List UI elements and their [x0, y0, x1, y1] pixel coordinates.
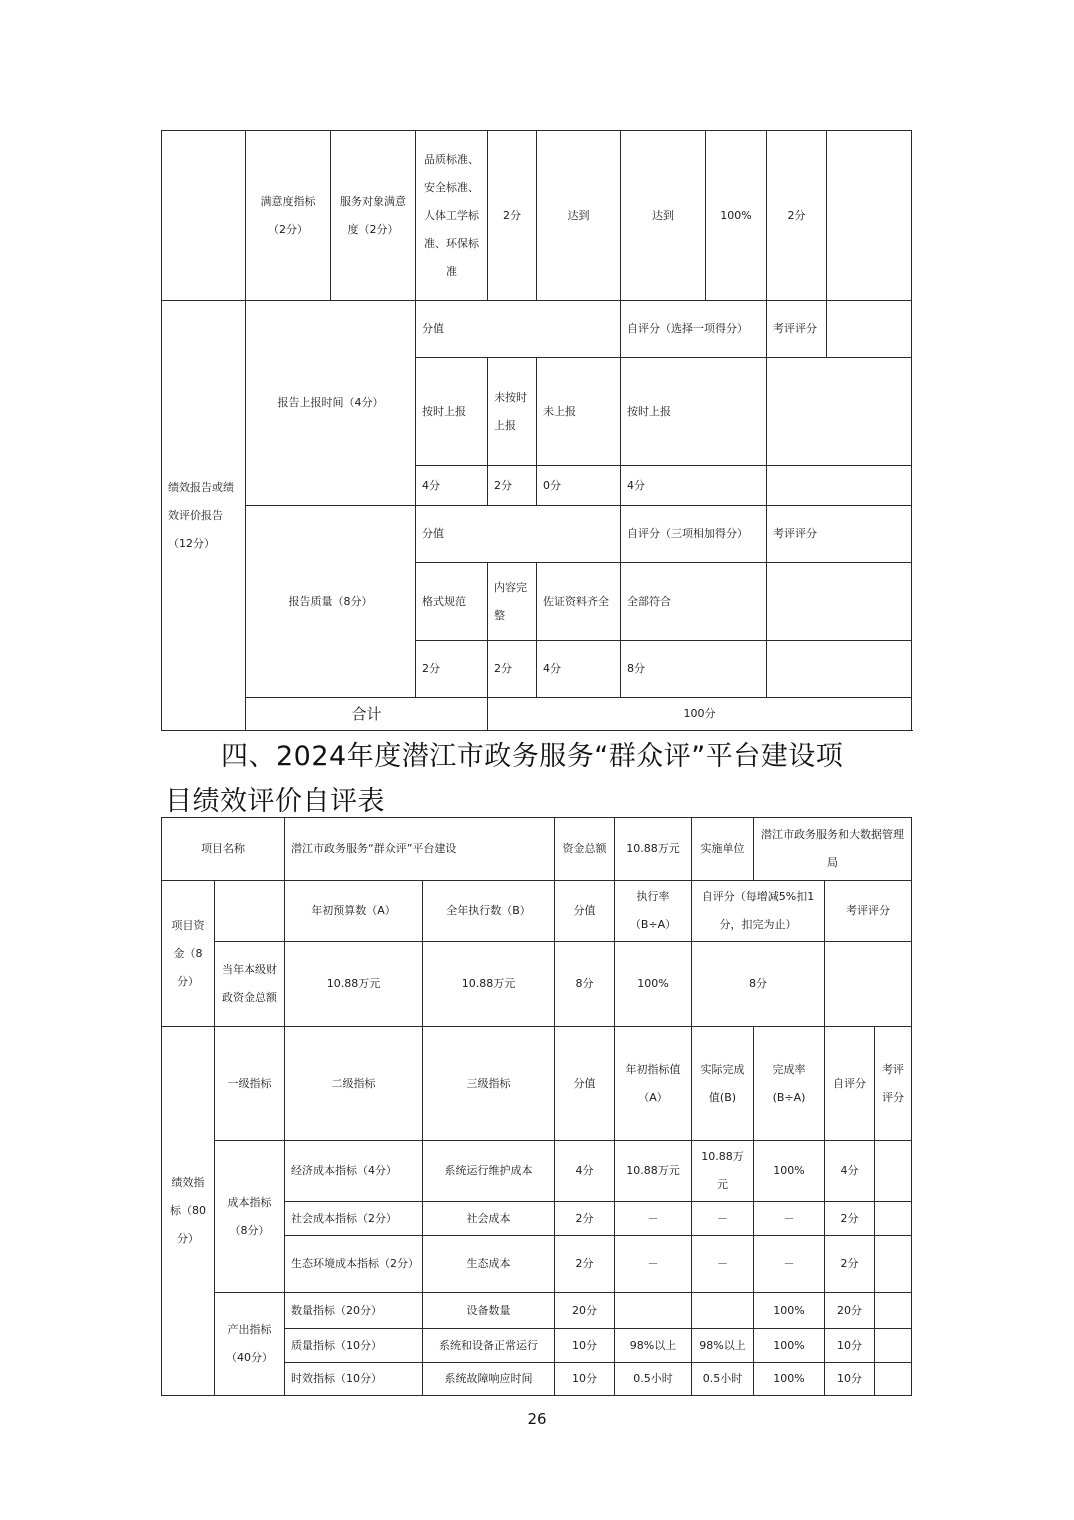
indicator-rate: 100%: [754, 1329, 825, 1363]
report-quality-review-label: 考评评分: [767, 506, 912, 563]
fund-header: 自评分（每增减5%扣1分，扣完为止）: [692, 881, 825, 942]
project-name-label: 项目名称: [162, 818, 285, 881]
section-heading: [165, 734, 915, 824]
indicator-review: [875, 1141, 912, 1202]
fund-header-row: [162, 881, 912, 942]
satisfaction-target: 达到: [537, 131, 621, 301]
report-time-option: 未按时上报: [488, 358, 537, 466]
report-quality-self-score: 8分: [621, 641, 767, 698]
perf-header: 实际完成值(B): [692, 1027, 754, 1141]
indicator-rate: －: [754, 1236, 825, 1293]
empty-cell: [162, 131, 246, 301]
fund-self-score: 8分: [692, 942, 825, 1027]
report-time-option: 未上报: [537, 358, 621, 466]
indicator-l3: 系统和设备正常运行: [423, 1329, 555, 1363]
fund-review: [825, 942, 912, 1027]
indicator-target: 0.5小时: [615, 1363, 692, 1396]
indicator-self-score: 10分: [825, 1329, 875, 1363]
indicator-self-score: 10分: [825, 1363, 875, 1396]
report-time-self-value: 按时上报: [621, 358, 767, 466]
satisfaction-rate: 100%: [706, 131, 767, 301]
indicator-l2: 生态环境成本指标（2分）: [285, 1236, 423, 1293]
satisfaction-sub-indicator: 服务对象满意度（2分）: [331, 131, 416, 301]
indicator-self-score: 2分: [825, 1202, 875, 1236]
indicator-l2: 社会成本指标（2分）: [285, 1202, 423, 1236]
total-row: [162, 698, 912, 731]
report-quality-header-row: [162, 506, 912, 563]
satisfaction-self-score: 2分: [767, 131, 827, 301]
page-number: 26: [527, 1410, 547, 1428]
indicator-score: 2分: [555, 1202, 615, 1236]
cost-group-label: 成本指标（8分）: [215, 1141, 285, 1293]
indicator-actual: 98%以上: [692, 1329, 754, 1363]
indicator-l2: 时效指标（10分）: [285, 1363, 423, 1396]
total-label: 合计: [246, 698, 488, 731]
fund-total-label: 资金总额: [555, 818, 615, 881]
fund-header: 考评评分: [825, 881, 912, 942]
report-time-review-label: 考评评分: [767, 301, 827, 358]
section-heading-line2: 目绩效评价自评表: [165, 786, 385, 817]
indicator-self-score: 2分: [825, 1236, 875, 1293]
satisfaction-review: [827, 131, 912, 301]
indicator-review: [875, 1363, 912, 1396]
report-section-label: 绩效报告或绩效评价报告（12分）: [162, 301, 246, 731]
indicator-self-score: 4分: [825, 1141, 875, 1202]
indicator-l2: 质量指标（10分）: [285, 1329, 423, 1363]
indicator-actual: －: [692, 1202, 754, 1236]
indicator-actual: [692, 1293, 754, 1329]
fund-row-label: 当年本级财政资金总额: [215, 942, 285, 1027]
section-heading-line1: 四、2024年度潜江市政务服务“群众评”平台建设项: [221, 741, 844, 772]
indicator-l3: 系统故障响应时间: [423, 1363, 555, 1396]
satisfaction-standard: 品质标准、安全标准、人体工学标准、环保标准: [416, 131, 488, 301]
indicator-target: －: [615, 1236, 692, 1293]
report-time-self-score: 4分: [621, 466, 767, 506]
report-quality-value-label: 分值: [416, 506, 621, 563]
indicator-actual: 10.88万元: [692, 1141, 754, 1202]
fund-executed: 10.88万元: [423, 942, 555, 1027]
empty-cell: [827, 301, 912, 358]
perf-header-row: [162, 1027, 912, 1141]
indicator-rate: 100%: [754, 1363, 825, 1396]
indicator-l3: 设备数量: [423, 1293, 555, 1329]
indicator-actual: 0.5小时: [692, 1363, 754, 1396]
indicator-target: 98%以上: [615, 1329, 692, 1363]
report-time-header-row: [162, 301, 912, 358]
indicator-actual: －: [692, 1236, 754, 1293]
report-quality-score: 4分: [537, 641, 621, 698]
perf-header: 年初指标值（A）: [615, 1027, 692, 1141]
total-value: 100分: [488, 698, 912, 731]
empty-cell: [767, 358, 912, 466]
satisfaction-row: [162, 131, 912, 301]
indicator-target: 10.88万元: [615, 1141, 692, 1202]
performance-table-continued: [161, 130, 912, 731]
perf-header: 自评分: [825, 1027, 875, 1141]
indicator-rate: 100%: [754, 1293, 825, 1329]
table-row: [162, 1293, 912, 1329]
indicator-score: 10分: [555, 1329, 615, 1363]
empty-cell: [767, 563, 912, 641]
perf-header: 一级指标: [215, 1027, 285, 1141]
report-time-score: 0分: [537, 466, 621, 506]
fund-score: 8分: [555, 942, 615, 1027]
indicator-score: 4分: [555, 1141, 615, 1202]
indicator-review: [875, 1293, 912, 1329]
report-quality-score: 2分: [416, 641, 488, 698]
project-info-row: [162, 818, 912, 881]
report-time-option: 按时上报: [416, 358, 488, 466]
table-row: [162, 1141, 912, 1202]
perf-header: 分值: [555, 1027, 615, 1141]
empty-cell: [767, 466, 912, 506]
report-quality-option: 内容完整: [488, 563, 537, 641]
satisfaction-indicator: 满意度指标（2分）: [246, 131, 331, 301]
indicator-self-score: 20分: [825, 1293, 875, 1329]
report-quality-label: 报告质量（8分）: [246, 506, 416, 698]
indicator-review: [875, 1202, 912, 1236]
report-time-label: 报告上报时间（4分）: [246, 301, 416, 506]
perf-header: 考评评分: [875, 1027, 912, 1141]
report-quality-score: 2分: [488, 641, 537, 698]
perf-section-label: 绩效指标（80分）: [162, 1027, 215, 1396]
report-time-score: 2分: [488, 466, 537, 506]
satisfaction-score: 2分: [488, 131, 537, 301]
report-quality-self-value: 全部符合: [621, 563, 767, 641]
report-time-self-label: 自评分（选择一项得分）: [621, 301, 767, 358]
fund-header: 分值: [555, 881, 615, 942]
output-group-label: 产出指标（40分）: [215, 1293, 285, 1396]
report-quality-option: 佐证资料齐全: [537, 563, 621, 641]
project-name: 潜江市政务服务“群众评”平台建设: [285, 818, 555, 881]
fund-row: [162, 942, 912, 1027]
perf-header: 二级指标: [285, 1027, 423, 1141]
fund-budget: 10.88万元: [285, 942, 423, 1027]
indicator-score: 10分: [555, 1363, 615, 1396]
indicator-target: [615, 1293, 692, 1329]
fund-total: 10.88万元: [615, 818, 692, 881]
fund-header: 执行率（B÷A）: [615, 881, 692, 942]
indicator-rate: －: [754, 1202, 825, 1236]
report-time-value-label: 分值: [416, 301, 621, 358]
report-time-score: 4分: [416, 466, 488, 506]
fund-rate: 100%: [615, 942, 692, 1027]
implementing-unit: 潜江市政务服务和大数据管理局: [754, 818, 912, 881]
indicator-target: －: [615, 1202, 692, 1236]
perf-header: 三级指标: [423, 1027, 555, 1141]
empty-cell: [767, 641, 912, 698]
indicator-review: [875, 1329, 912, 1363]
indicator-score: 2分: [555, 1236, 615, 1293]
fund-header: 全年执行数（B）: [423, 881, 555, 942]
report-quality-self-label: 自评分（三项相加得分）: [621, 506, 767, 563]
fund-section-label: 项目资金（8分）: [162, 881, 215, 1027]
indicator-l2: 经济成本指标（4分）: [285, 1141, 423, 1202]
report-quality-option: 格式规范: [416, 563, 488, 641]
indicator-l2: 数量指标（20分）: [285, 1293, 423, 1329]
indicator-l3: 社会成本: [423, 1202, 555, 1236]
indicator-rate: 100%: [754, 1141, 825, 1202]
indicator-review: [875, 1236, 912, 1293]
perf-header: 完成率(B÷A): [754, 1027, 825, 1141]
indicator-score: 20分: [555, 1293, 615, 1329]
fund-header: 年初预算数（A）: [285, 881, 423, 942]
empty-cell: [215, 881, 285, 942]
indicator-l3: 系统运行维护成本: [423, 1141, 555, 1202]
unit-label: 实施单位: [692, 818, 754, 881]
self-evaluation-table: [161, 817, 912, 1396]
indicator-l3: 生态成本: [423, 1236, 555, 1293]
satisfaction-actual: 达到: [621, 131, 706, 301]
